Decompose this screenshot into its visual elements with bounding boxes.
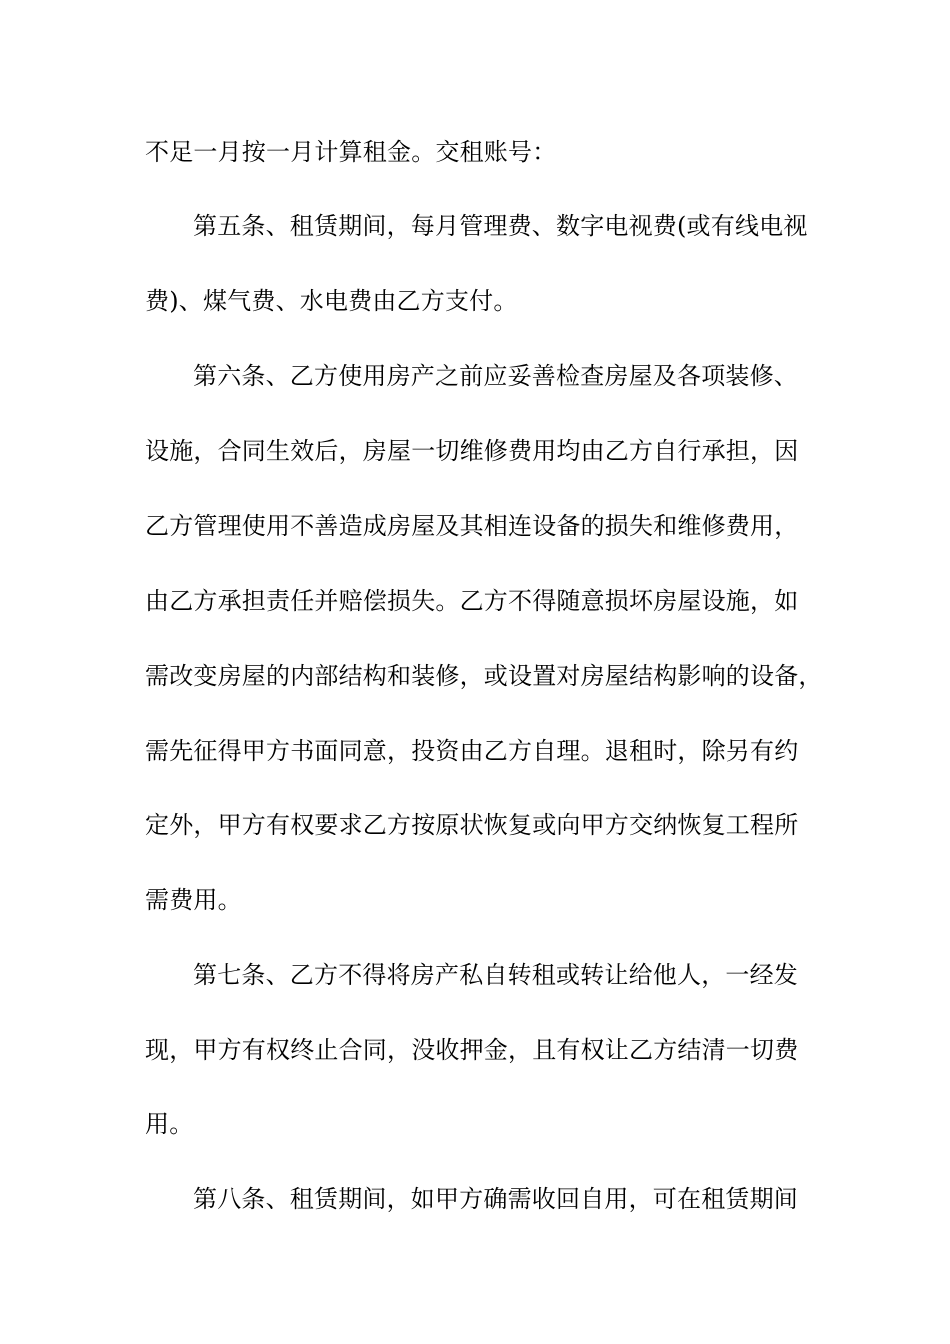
text-line: 用。	[145, 1110, 194, 1138]
text-line: 费)、煤气费、水电费由乙方支付。	[145, 287, 518, 315]
text-line: 定外，甲方有权要求乙方按原状恢复或向甲方交纳恢复工程所	[145, 811, 799, 839]
text-line: 需改变房屋的内部结构和装修，或设置对房屋结构影响的设备，	[145, 662, 823, 690]
text-line: 设施，合同生效后，房屋一切维修费用均由乙方自行承担，因	[145, 437, 799, 465]
text-line: 由乙方承担责任并赔偿损失。乙方不得随意损坏房屋设施，如	[145, 587, 799, 615]
text-line: 乙方管理使用不善造成房屋及其相连设备的损失和维修费用，	[145, 512, 799, 540]
text-line: 不足一月按一月计算租金。交租账号：	[145, 138, 557, 166]
paragraph-start-line: 第八条、租赁期间，如甲方确需收回自用，可在租赁期间	[193, 1185, 798, 1213]
text-line: 需先征得甲方书面同意，投资由乙方自理。退租时，除另有约	[145, 737, 799, 765]
paragraph-start-line: 第七条、乙方不得将房产私自转租或转让给他人，一经发	[193, 961, 798, 989]
paragraph-start-line: 第六条、乙方使用房产之前应妥善检查房屋及各项装修、	[193, 362, 798, 390]
paragraph-start-line: 第五条、租赁期间，每月管理费、数字电视费(或有线电视	[193, 212, 808, 240]
text-line: 现，甲方有权终止合同，没收押金，且有权让乙方结清一切费	[145, 1036, 799, 1064]
text-line: 需费用。	[145, 886, 242, 914]
